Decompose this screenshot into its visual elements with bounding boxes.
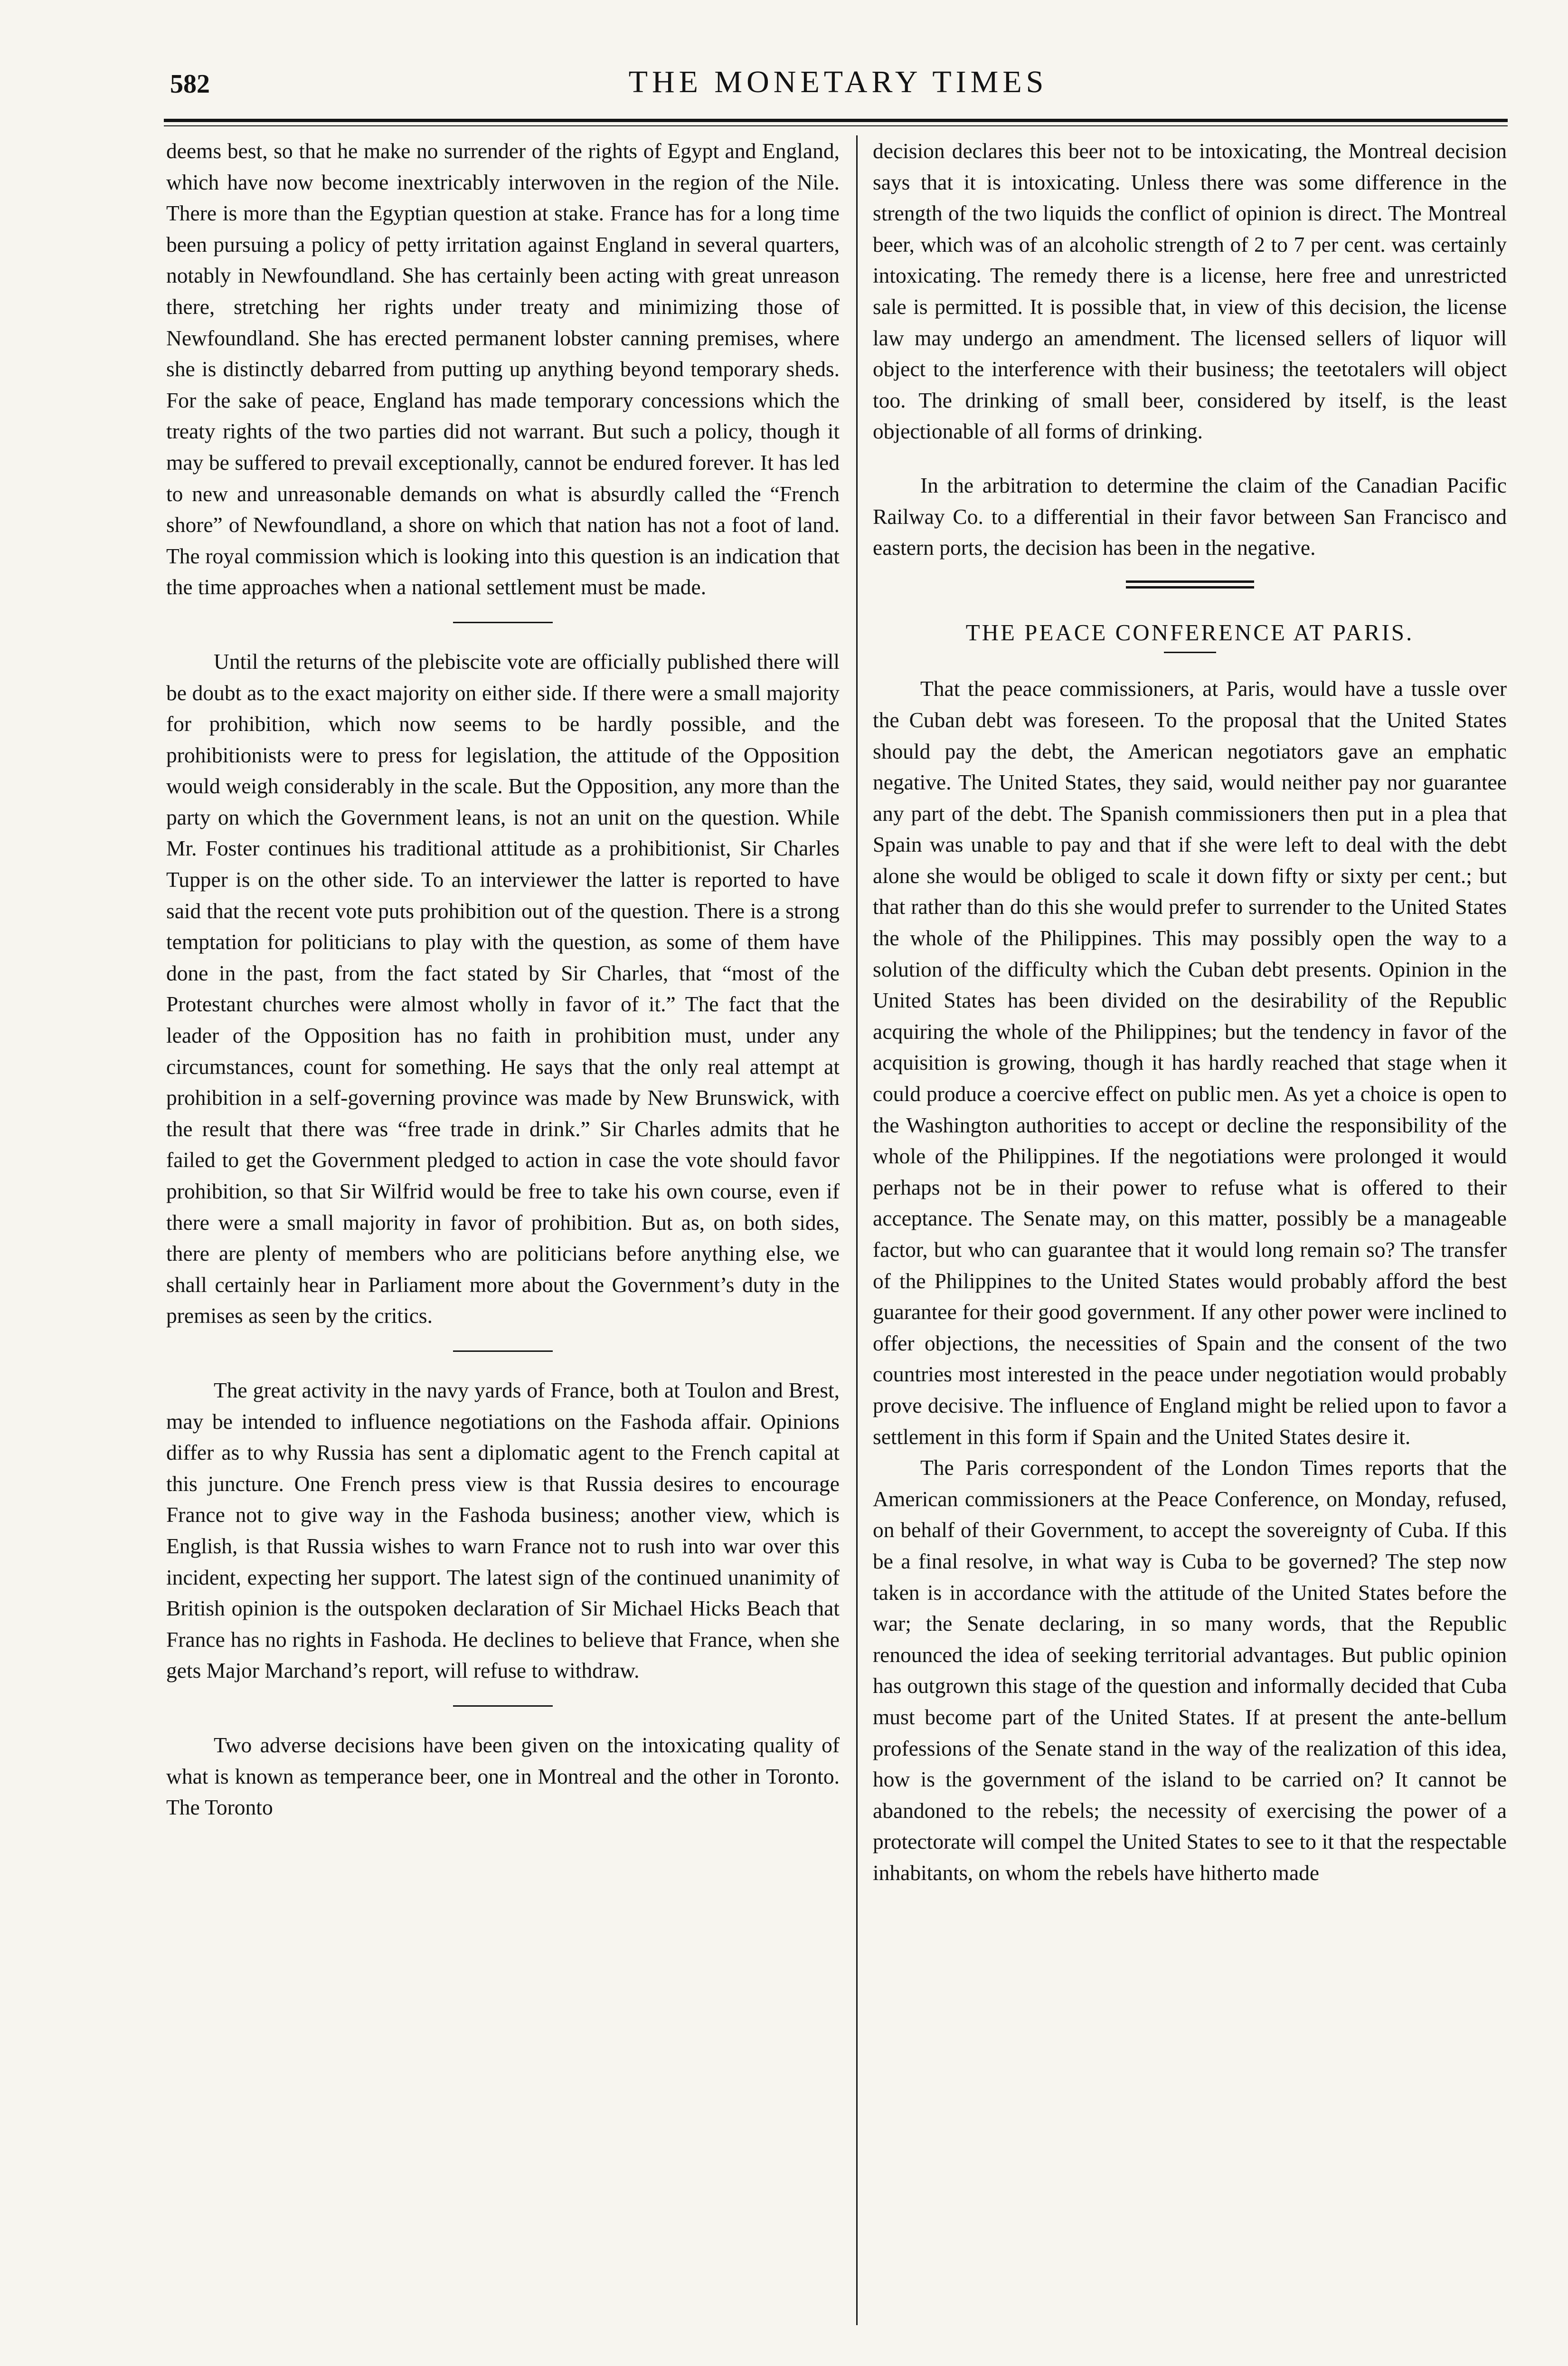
article-paragraph: In the arbitration to determine the claim of the Canadian Pacific Railway Co. to a differential in their favor between San Francisco and eastern ports, the decision has been in the negative. (873, 473, 1507, 560)
double-rule-line (1126, 586, 1254, 589)
heading-separator (1164, 652, 1216, 653)
left-column (166, 135, 840, 1823)
double-rule-line (1126, 580, 1254, 583)
page-header (157, 64, 1520, 107)
article-paragraph: deems best, so that he make no surrender of the rights of Egypt and England, which have now become inextricably interwoven in the region of the Nile. There is more than the Egyptian question at stake. France has for a long time been pursuing a policy of petty irritation against England in several quarters, notably in Newfoundland. She has certainly been acting with great unreason there, stretching her rights under treaty and minimizing those of Newfoundland. She has erected permanent lobster canning premises, where she is distinctly debarred from putting up anything beyond temporary sheds. For the sake of peace, England has made temporary concessions which the treaty rights of the two parties did not warrant. But such a policy, though it may be suffered to prevail exceptionally, cannot be endured forever. It has led to new and unreasonable demands on what is absurdly called the “French shore” of Newfoundland, a shore on which that nation has not a foot of land. The royal commission which is looking into this question is an indication that the time approaches when a national settlement must be made. (166, 139, 840, 599)
section-separator (453, 1350, 553, 1352)
article-paragraph: The Paris correspondent of the London Times reports that the American commissioners at the Peace Conference, on Monday, refused, on behalf of their Government, to accept the sovereignty of Cuba. If this be a final resolve, in what way is Cuba to be governed? The step now taken is in accordance with the attitude of the United States before the war; the Senate declaring, in so many words, that the Republic renounced the idea of seeking territorial advantages. But public opinion has outgrown this stage of the question and informally decided that Cuba must become part of the United States. If at present the ante-bellum professions of the Senate stand in the way of the realization of this idea, how is the government of the island to be carried on? It cannot be abandoned to the rebels; the necessity of exercising the power of a protectorate will compel the United States to see to it that the respectable inhabitants, on whom the rebels have hitherto made (873, 1455, 1507, 1885)
header-rule-thick (164, 119, 1508, 122)
right-column (873, 135, 1507, 1888)
article-paragraph: decision declares this beer not to be intoxicating, the Montreal decision says that it is intoxicating. Unless there was some difference in the strength of the two liquids the conflict of opinion is direct. The Montreal beer, which was of an alcoholic strength of 2 to 7 per cent. was certainly intoxicating. The remedy there is a license, here free and unrestricted sale is permitted. It is possible that, in view of this decision, the license law may undergo an amendment. The licensed sellers of liquor will object to the interference with their business; the teetotalers will object too. The drinking of small beer, considered by itself, is the least objectionable of all forms of drinking. (873, 139, 1507, 444)
section-heading: THE PEACE CONFERENCE AT PARIS. (965, 619, 1414, 646)
article-paragraph: Two adverse decisions have been given on the intoxicating quality of what is known as temperance beer, one in Montreal and the other in Toronto. The Toronto (166, 1732, 840, 1820)
section-double-rule (1126, 580, 1254, 589)
section-separator (453, 1705, 553, 1707)
page-number: 582 (170, 69, 210, 99)
article-paragraph: The great activity in the navy yards of France, both at Toulon and Brest, may be intended to influence negotiations on the Fashoda affair. Opinions differ as to why Russia has sent a diplomatic agent to the French capital at this juncture. One French press view is that Russia desires to encourage France not to give way in the Fashoda business; another view, which is English, is that Russia wishes to warn France not to rush into war over this incident, expecting her support. The latest sign of the continued unanimity of British opinion is the outspoken declaration of Sir Michael Hicks Beach that France has no rights in Fashoda. He declines to believe that France, when she gets Major Marchand’s report, will refuse to withdraw. (166, 1378, 840, 1683)
column-divider (856, 135, 858, 2325)
journal-title: THE MONETARY TIMES (628, 65, 1048, 99)
header-rule-thin (164, 125, 1508, 126)
article-paragraph: That the peace commissioners, at Paris, would have a tussle over the Cuban debt was foreseen. To the proposal that the United States should pay the debt, the American negotiators gave an emphatic negative. The United States, they said, would neither pay nor guarantee any part of the debt. The Spanish commissioners then put in a plea that Spain was unable to pay and that if she were left to deal with the debt alone she would be obliged to scale it down fifty or sixty per cent.; but that rather than do this she would prefer to surrender to the United States the whole of the Philippines. This may possibly open the way to a solution of the difficulty which the Cuban debt presents. Opinion in the United States has been divided on the desirability of the Republic acquiring the whole of the Philippines; but the tendency in favor of the acquisition is growing, though it has hardly reached that stage when it could produce a coercive effect on public men. As yet a choice is open to the Washington authorities to accept or decline the responsibility of the whole of the Philippines. If the negotiations were prolonged it would perhaps not be in their power to refuse what is offered to their acceptance. The Senate may, on this matter, possibly be a manageable factor, but who can guarantee that it would long remain so? The transfer of the Philippines to the United States would probably afford the best guarantee for their good government. If any other power were inclined to offer objections, the necessities of Spain and the consent of the two countries most interested in the peace under negotiation would probably prove decisive. The influence of England might be relied upon to favor a settlement in this form if Spain and the United States desire it. (873, 676, 1507, 1449)
section-separator (453, 622, 553, 623)
article-paragraph: Until the returns of the plebiscite vote are officially published there will be doubt as to the exact majority on either side. If there were a small majority for prohibition, which now seems to be hardly possible, and the prohibitionists were to press for legislation, the attitude of the Opposition would weigh considerably in the scale. But the Opposition, any more than the party on which the Government leans, is not an unit on the question. While Mr. Foster continues his traditional attitude as a prohibitionist, Sir Charles Tupper is on the other side. To an interviewer the latter is reported to have said that the recent vote puts prohibition out of the question. There is a strong temptation for politicians to play with the question, as some of them have done in the past, from the fact stated by Sir Charles, that “most of the Protestant churches were almost wholly in favor of it.” The fact that the leader of the Opposition has no faith in prohibition must, under any circumstances, count for something. He says that the only real attempt at prohibition in a self-governing province was made by New Brunswick, with the result that there was “free trade in drink.” Sir Charles admits that he failed to get the Government pledged to action in case the vote should favor prohibition, so that Sir Wilfrid would be free to take his own course, even if there were a small majority in favor of prohibition. But as, on both sides, there are plenty of members who are politicians before anything else, we shall certainly hear in Parliament more about the Government’s duty in the premises as seen by the critics. (166, 649, 840, 1328)
